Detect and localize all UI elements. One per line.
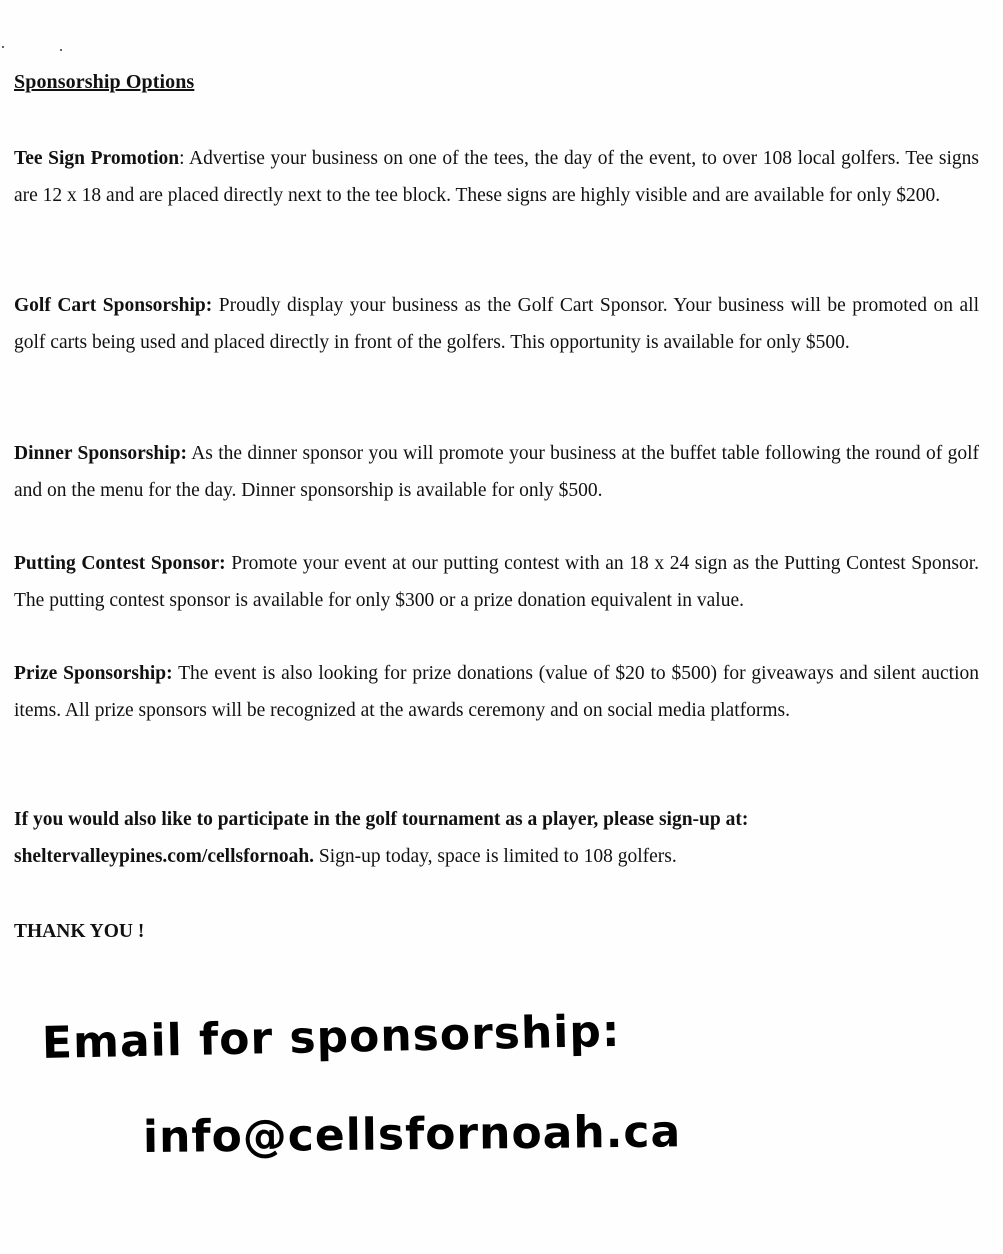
dinner-section — [14, 435, 979, 509]
handwritten-email-address: info@cellsfornoah.ca — [142, 1106, 682, 1163]
handwritten-email-label: Email for sponsorship: — [41, 1005, 621, 1069]
section-body: Proudly display your business as the Golf Cart Sponsor. Your business will be promoted on all golf carts being used and placed directly in front of the golfers. This opportunity is available for only $500. — [14, 295, 979, 353]
section-body: Advertise your business on one of the tees, the day of the event, to over 108 local golfers. Tee signs are 12 x 18 and are placed directly next to the tee block. These signs are highly visible and are available for only $200. — [14, 148, 979, 206]
section-title: Prize Sponsorship: — [14, 663, 173, 684]
section-title-separator: : — [179, 148, 185, 169]
section-title: Golf Cart Sponsorship: — [14, 295, 213, 316]
tee-sign-section — [14, 140, 979, 214]
section-body: The event is also looking for prize donations (value of $20 to $500) for giveaways and silent auction items. All prize sponsors will be recognized at the awards ceremony and on social media platforms. — [14, 663, 979, 721]
putting-contest-section — [14, 545, 979, 619]
section-title: Dinner Sponsorship: — [14, 443, 187, 464]
page-heading: Sponsorship Options — [14, 71, 195, 93]
section-body: As the dinner sponsor you will promote your business at the buffet table following the round of golf and on the menu for the day. Dinner sponsorship is available for only $500. — [14, 443, 979, 501]
scan-dot — [60, 49, 62, 51]
signup-note: Sign-up today, space is limited to 108 golfers. — [314, 846, 677, 867]
section-title: Putting Contest Sponsor: — [14, 553, 226, 574]
prize-section — [14, 655, 979, 729]
scan-dot — [2, 46, 4, 48]
golf-cart-section — [14, 287, 979, 361]
section-title: Tee Sign Promotion — [14, 148, 180, 169]
signup-paragraph — [14, 801, 979, 875]
signup-call-to-action: If you would also like to participate in the golf tournament as a player, please sign-up at: sheltervalleypines.com/cellsfornoah. — [14, 809, 749, 867]
section-body: Promote your event at our putting contest with an 18 x 24 sign as the Putting Contest Sponsor. The putting contest sponsor is available for only $300 or a prize donation equivalent in value. — [14, 553, 980, 611]
scan-artifact-dots — [0, 46, 70, 52]
thank-you-text: THANK YOU ! — [14, 921, 145, 942]
